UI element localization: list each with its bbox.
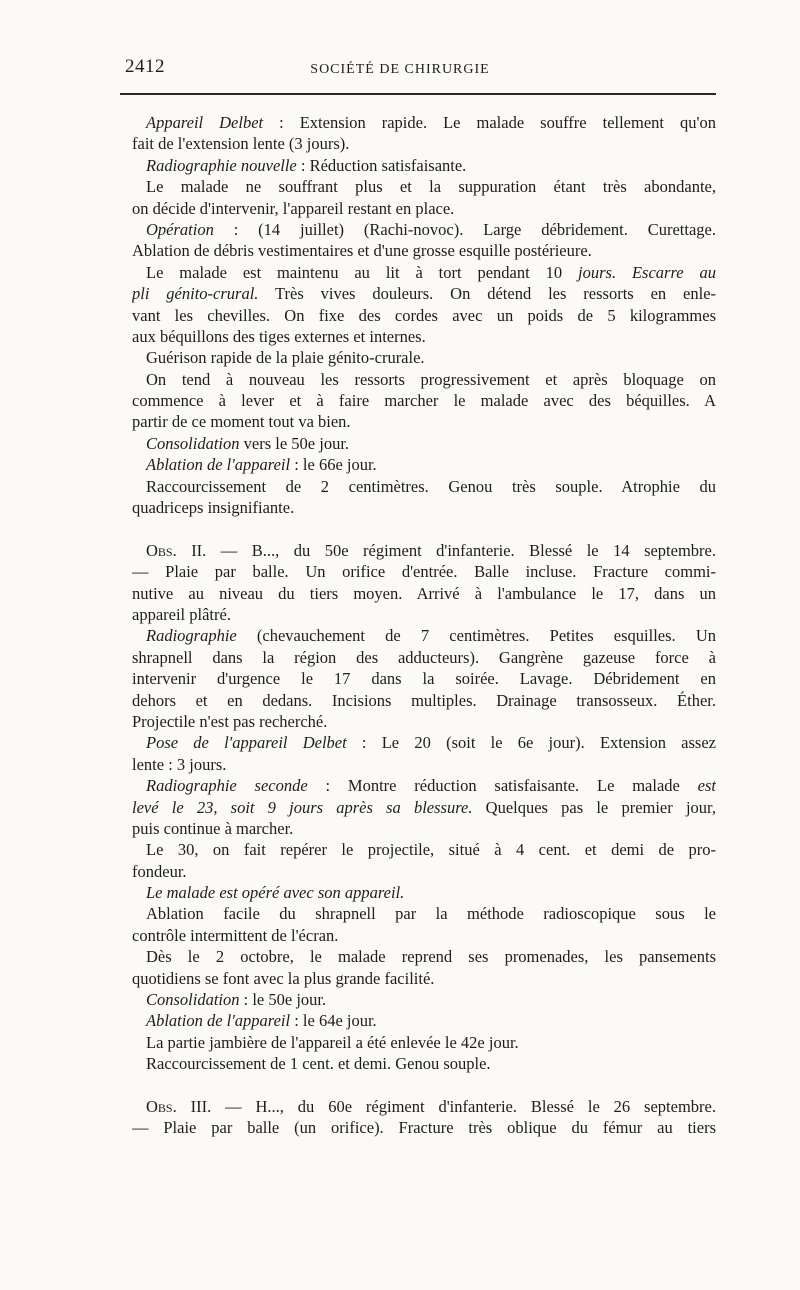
body-text [132, 112, 716, 1139]
italic-text: Radiographie nouvelle [146, 155, 297, 175]
text-line [132, 989, 716, 1010]
text-run: nutive au niveau du tiers moyen. Arrivé à l'ambulance le 17, dans un [132, 583, 716, 603]
text-line [132, 903, 716, 924]
text-line [132, 625, 716, 646]
italic-text: Le malade est opéré avec son appareil. [146, 883, 405, 903]
text-run: Le 30, on fait repérer le projectile, situé à 4 cent. et demi de pro- [146, 840, 716, 860]
text-run: fondeur. [132, 861, 187, 881]
paragraph-gap [132, 1075, 716, 1096]
text-run: puis continue à marcher. [132, 818, 294, 838]
text-run: : Extension rapide. Le malade souffre tellement qu'on [263, 113, 716, 132]
text-run: : Montre réduction satisfaisante. Le malade [307, 776, 698, 796]
text-run: La partie jambière de l'appareil a été enlevée le 42e jour. [146, 1032, 519, 1052]
text-run: shrapnell dans la région des adducteurs). Gangrène gazeuse force à [132, 647, 716, 667]
text-line [132, 305, 716, 326]
text-line [132, 411, 716, 432]
italic-text: Radiographie [146, 626, 237, 646]
text-line [132, 347, 716, 368]
italic-text: jours. Escarre au [578, 262, 716, 282]
text-line [132, 112, 716, 133]
italic-text: Opération [146, 219, 214, 239]
text-run: — Plaie par balle. Un orifice d'entrée. Balle incluse. Fracture commi- [132, 562, 716, 582]
text-line [132, 540, 716, 561]
text-line [132, 647, 716, 668]
text-run: — H..., du 60e régiment d'infanterie. Blessé le 26 septembre. [211, 1096, 716, 1116]
text-run: Quelques pas le premier jour, [472, 797, 716, 817]
italic-text: Appareil Delbet [146, 113, 264, 132]
italic-text: Ablation de l'appareil [146, 1011, 291, 1031]
text-run: Dès le 2 octobre, le malade reprend ses promenades, les pansements [146, 947, 716, 967]
text-run: aux béquillons des tiges externes et internes. [132, 326, 426, 346]
text-run: intervenir d'urgence le 17 dans la soirée. Lavage. Débridement en [132, 669, 716, 689]
text-line [132, 818, 716, 839]
text-line [132, 326, 716, 347]
text-line [132, 946, 716, 967]
text-line [132, 839, 716, 860]
text-line [132, 668, 716, 689]
text-run: Raccourcissement de 2 centimètres. Genou très souple. Atrophie du [146, 476, 716, 496]
text-line [132, 219, 716, 240]
text-run: Guérison rapide de la plaie génito-crurale. [146, 348, 425, 368]
text-run: Obs. II. [146, 540, 207, 560]
italic-text: Ablation de l'appareil [146, 455, 291, 475]
text-run: Projectile n'est pas recherché. [132, 711, 328, 731]
text-run: Ablation facile du shrapnell par la méthode radioscopique sous le [146, 904, 716, 924]
italic-text: est [697, 776, 716, 796]
text-run: — Plaie par balle (un orifice). Fracture très oblique du fémur au tiers [132, 1118, 716, 1138]
text-run: commence à lever et à faire marcher le malade avec des béquilles. A [132, 391, 716, 411]
text-run: Le malade est maintenu au lit à tort pendant 10 [146, 262, 579, 282]
text-line [132, 861, 716, 882]
text-line [132, 732, 716, 753]
text-line [132, 155, 716, 176]
text-line [132, 882, 716, 903]
text-run: : Le 20 (soit le 6e jour). Extension assez [346, 733, 716, 753]
italic-text: levé le 23, soit 9 jours après sa blessure. [132, 797, 473, 817]
text-line [132, 775, 716, 796]
text-line [132, 561, 716, 582]
paragraph-gap [132, 518, 716, 539]
header-rule [120, 93, 716, 95]
text-line [132, 968, 716, 989]
text-run: on décide d'intervenir, l'appareil restant en place. [132, 198, 455, 218]
text-run: quadriceps insignifiante. [132, 498, 295, 518]
text-run: vant les chevilles. On fixe des cordes avec un poids de 5 kilogrammes [132, 305, 716, 325]
text-line [132, 1032, 716, 1053]
text-line [132, 925, 716, 946]
text-line [132, 476, 716, 497]
text-run: dehors et en dedans. Incisions multiples. Drainage transosseux. Éther. [132, 690, 716, 710]
text-run: contrôle intermittent de l'écran. [132, 925, 339, 945]
text-line [132, 433, 716, 454]
text-line [132, 797, 716, 818]
text-run: (chevauchement de 7 centimètres. Petites esquilles. Un [236, 626, 716, 646]
text-line [132, 711, 716, 732]
text-run: : le 50e jour. [239, 990, 327, 1010]
text-line [132, 133, 716, 154]
text-run: lente : 3 jours. [132, 754, 227, 774]
text-line [132, 454, 716, 475]
text-line [132, 1010, 716, 1031]
text-line [132, 390, 716, 411]
text-run: Ablation de débris vestimentaires et d'une grosse esquille postérieure. [132, 241, 592, 261]
text-line [132, 176, 716, 197]
text-run: Le malade ne souffrant plus et la suppuration étant très abondante, [146, 177, 716, 197]
text-line [132, 583, 716, 604]
text-line [132, 754, 716, 775]
text-run: : Réduction satisfaisante. [296, 155, 467, 175]
text-run: quotidiens se font avec la plus grande facilité. [132, 968, 435, 988]
text-line [132, 1117, 716, 1138]
italic-text: Consolidation [146, 990, 240, 1010]
text-line [132, 198, 716, 219]
text-line [132, 1053, 716, 1074]
text-run: — B..., du 50e régiment d'infanterie. Blessé le 14 septembre. [206, 540, 716, 560]
text-run: vers le 50e jour. [239, 433, 350, 453]
text-line [132, 1096, 716, 1117]
text-run: : le 64e jour. [290, 1011, 377, 1031]
text-run: Très vives douleurs. On détend les ressorts en enle- [258, 284, 716, 304]
text-run: Raccourcissement de 1 cent. et demi. Genou souple. [146, 1054, 491, 1074]
text-line [132, 240, 716, 261]
italic-text: pli génito-crural. [132, 284, 259, 304]
text-run: Obs. III. [146, 1096, 212, 1116]
text-run: fait de l'extension lente (3 jours). [132, 134, 350, 154]
text-line [132, 283, 716, 304]
text-line [132, 690, 716, 711]
text-line [132, 369, 716, 390]
text-run: : (14 juillet) (Rachi-novoc). Large débridement. Curettage. [213, 219, 716, 239]
text-run: partir de ce moment tout va bien. [132, 412, 351, 432]
italic-text: Pose de l'appareil Delbet [146, 733, 347, 753]
text-run: : le 66e jour. [290, 455, 377, 475]
text-run: On tend à nouveau les ressorts progressivement et après bloquage on [146, 369, 716, 389]
running-head: SOCIÉTÉ DE CHIRURGIE [310, 62, 490, 77]
text-run: appareil plâtré. [132, 604, 231, 624]
page-number: 2412 [125, 56, 165, 77]
text-line [132, 262, 716, 283]
italic-text: Consolidation [146, 433, 240, 453]
italic-text: Radiographie seconde [146, 776, 308, 796]
text-line [132, 604, 716, 625]
text-line [132, 497, 716, 518]
